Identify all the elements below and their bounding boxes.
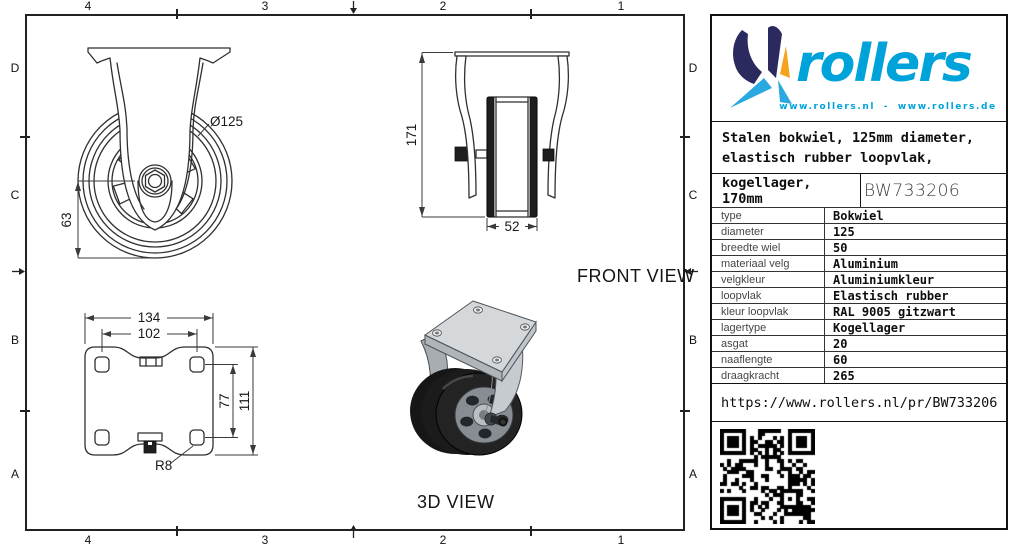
3d-view-drawing: [385, 283, 570, 495]
grid-col-bottom-1: 1: [617, 533, 625, 547]
qr-code: [720, 429, 815, 524]
product-description: [712, 121, 1006, 173]
grid-tick: [20, 136, 30, 138]
dim-total-height: 171: [404, 123, 419, 147]
description-code-row: [712, 173, 1006, 207]
spec-value: Bokwiel: [824, 208, 1006, 223]
product-code: BW733206: [860, 174, 1006, 207]
grid-tick: [176, 526, 178, 536]
spec-label: breedte wiel: [721, 241, 781, 254]
grid-col-top-2: 2: [439, 0, 447, 13]
spec-label: loopvlak: [721, 289, 762, 302]
spec-label: kleur loopvlak: [721, 305, 789, 318]
plate-view-drawing: [45, 300, 280, 485]
table-row: [712, 335, 1006, 351]
grid-tick: [680, 136, 690, 138]
grid-col-top-4: 4: [84, 0, 92, 13]
dim-radius-height: 63: [59, 212, 74, 228]
dim-hole-spacing-h: 77: [217, 393, 232, 409]
table-row: [712, 223, 1006, 239]
logo-section: [712, 16, 1006, 121]
dim-plate-width: 134: [137, 310, 161, 325]
side-view-drawing: [50, 33, 310, 268]
grid-col-bottom-3: 3: [261, 533, 269, 547]
grid-col-top-3: 3: [261, 0, 269, 13]
spec-value: Elastisch rubber: [824, 288, 1006, 303]
grid-tick: [680, 410, 690, 412]
grid-col-top-1: 1: [617, 0, 625, 13]
product-description-line3: kogellager, 170mm: [722, 174, 812, 207]
grid-tick: [530, 526, 532, 536]
grid-row-right-c: C: [688, 188, 698, 202]
rollers-logo-icon: [728, 24, 802, 114]
table-row: [712, 319, 1006, 335]
brand-websites: www.rollers.nl - www.rollers.de: [779, 102, 997, 112]
spec-label: lagertype: [721, 321, 767, 334]
brand-wordmark: rollers: [796, 34, 971, 94]
spec-value: Aluminium: [824, 256, 1006, 271]
grid-tick: [530, 9, 532, 19]
grid-row-left-b: B: [10, 333, 19, 347]
table-row: [712, 207, 1006, 223]
spec-value: 60: [824, 352, 1006, 367]
dim-wheel-width: 52: [504, 219, 520, 234]
spec-value: 20: [824, 336, 1006, 351]
dim-plate-height: 111: [237, 390, 252, 412]
spec-label: draagkracht: [721, 369, 780, 382]
table-row: [712, 367, 1006, 383]
table-row: [712, 287, 1006, 303]
3d-view-label: 3D VIEW: [417, 492, 495, 512]
table-row: [712, 255, 1006, 271]
grid-col-bottom-4: 4: [84, 533, 92, 547]
dim-hole-spacing-w: 102: [137, 326, 161, 341]
table-row: [712, 239, 1006, 255]
spec-label: diameter: [721, 225, 764, 238]
grid-tick: [20, 410, 30, 412]
spec-value: RAL 9005 gitzwart: [824, 304, 1006, 319]
spec-table: [712, 207, 1006, 383]
qr-section: [712, 422, 1006, 529]
spec-value: 50: [824, 240, 1006, 255]
spec-value: Kogellager: [824, 320, 1006, 335]
center-mark-top-icon: [348, 1, 359, 15]
grid-col-bottom-2: 2: [439, 533, 447, 547]
table-row: [712, 303, 1006, 319]
spec-value: 125: [824, 224, 1006, 239]
grid-row-left-a: A: [10, 467, 19, 481]
spec-value: Aluminiumkleur: [824, 272, 1006, 287]
grid-row-left-c: C: [10, 188, 20, 202]
table-row: [712, 351, 1006, 367]
spec-label: velgkleur: [721, 273, 766, 286]
grid-row-right-a: A: [688, 467, 697, 481]
front-view-drawing: [400, 35, 585, 240]
product-description-line2: elastisch rubber loopvlak,: [722, 150, 934, 166]
spec-label: type: [721, 209, 742, 222]
center-mark-bottom-icon: [348, 524, 359, 538]
spec-label: asgat: [721, 337, 748, 350]
spec-label: materiaal velg: [721, 257, 790, 270]
front-view-label: FRONT VIEW: [577, 266, 695, 286]
center-mark-left-icon: [12, 266, 26, 277]
grid-row-left-d: D: [10, 61, 20, 75]
spec-value: 265: [824, 368, 1006, 383]
dim-corner-radius: R8: [155, 458, 173, 473]
grid-row-right-d: D: [688, 61, 698, 75]
product-description-line1: Stalen bokwiel, 125mm diameter,: [722, 130, 974, 146]
grid-row-right-b: B: [688, 333, 697, 347]
spec-label: naaflengte: [721, 353, 773, 366]
product-url: https://www.rollers.nl/pr/BW733206: [712, 383, 1006, 422]
title-block: [710, 14, 1008, 530]
dim-diameter: Ø125: [210, 114, 244, 129]
grid-tick: [176, 9, 178, 19]
table-row: [712, 271, 1006, 287]
